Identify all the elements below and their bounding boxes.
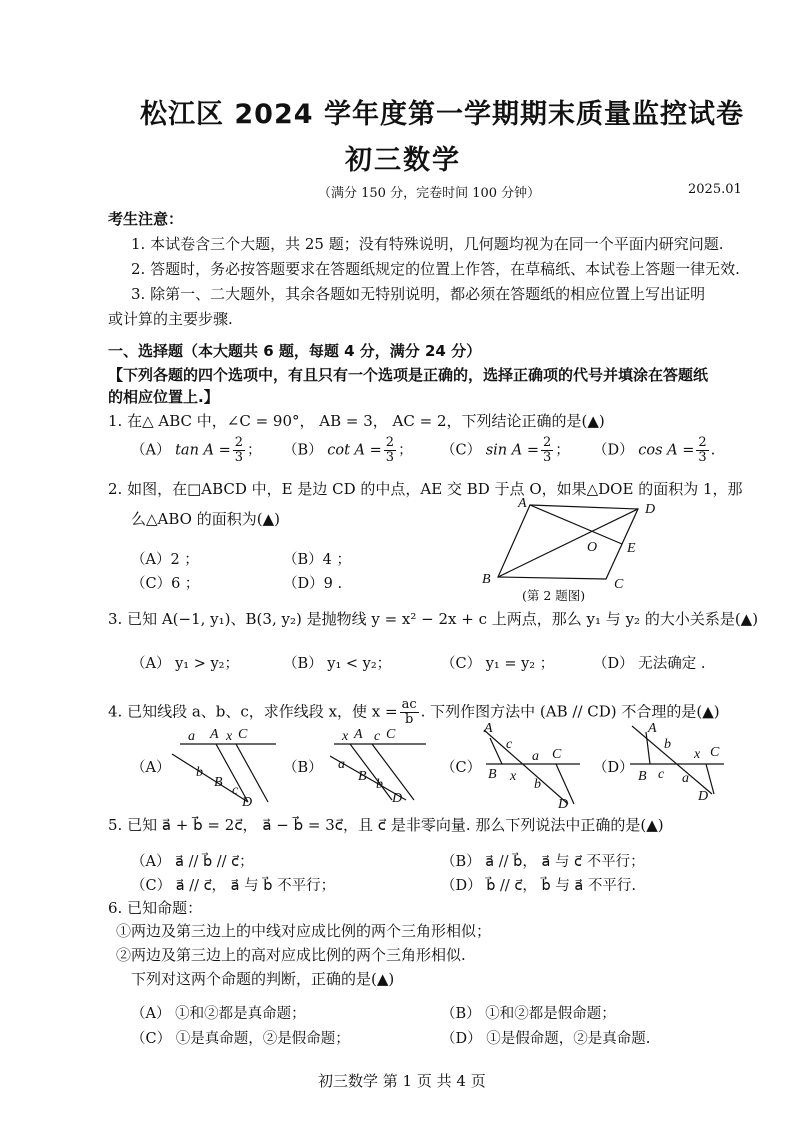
q4-figure-b — [330, 726, 440, 808]
fig-d-label: C — [710, 745, 720, 760]
fig-b-label: x — [342, 729, 349, 744]
exam-meta: （满分 150 分，完卷时间 100 分钟） — [318, 186, 541, 201]
fig-b-label: B — [358, 769, 367, 784]
q4-stem-pre: 4. 已知线段 a、b、c，求作线段 x，使 x = — [108, 702, 398, 721]
q3-option-b[interactable]: （B） y₁ < y₂； — [283, 656, 392, 672]
notice-item-2: 2. 答题时，务必按答题要求在答题纸规定的位置上作答，在草稿纸、本试卷上答题一律无效. — [131, 260, 740, 278]
fig-a-label: A — [210, 727, 219, 742]
q1-stem: 1. 在△ ABC 中，∠C = 90°， AB = 3， AC = 2，下列结论正确的是(▲) — [108, 412, 605, 430]
option-label: （B） — [283, 442, 323, 459]
q4-figure-d — [628, 718, 728, 804]
fig-d-label: a — [682, 771, 689, 786]
fraction: $\frac{2}{3}$ — [698, 435, 707, 465]
fig-d-label: B — [638, 769, 647, 784]
fig-b-label: b — [376, 777, 383, 792]
q4-fraction: $\frac{ac}{b}$ — [401, 697, 417, 727]
option-label: （C） — [441, 442, 482, 459]
fig-d-label: A — [648, 721, 657, 736]
q6-option-c[interactable]: （C） ①是真命题，②是假命题； — [131, 1031, 350, 1047]
q3-option-a[interactable]: （A） y₁ > y₂； — [131, 656, 239, 672]
fig-a-label: c — [232, 783, 239, 798]
fig-a-label: C — [238, 727, 248, 742]
q5-option-a[interactable]: （A） a⃗ // b⃗ // c⃗； — [131, 854, 254, 870]
fig-a-label: b — [196, 765, 203, 780]
diagonal-bd — [498, 509, 638, 577]
q6-proposition-1: ①两边及第三边上的中线对应成比例的两个三角形相似； — [116, 922, 492, 940]
option-expression: cos A = — [638, 442, 695, 459]
fraction: $\frac{2}{3}$ — [542, 435, 552, 465]
q6-option-b[interactable]: （B） ①和②都是假命题； — [441, 1006, 616, 1022]
fig-c-label: C — [552, 747, 562, 762]
q6-stem: 6. 已知命题： — [108, 899, 203, 917]
q4-option-a-label[interactable]: （A） — [131, 760, 171, 776]
fig-b-label: A — [354, 727, 363, 742]
q2-figure-caption: (第 2 题图) — [522, 588, 586, 603]
q3-option-d[interactable]: （D） 无法确定 . — [593, 656, 706, 672]
option-expression: sin A = — [485, 442, 539, 459]
q4-option-c-label[interactable]: （C） — [441, 760, 482, 776]
fig-c-label: A — [484, 721, 493, 736]
fig-d-label: x — [694, 747, 701, 762]
label-b: B — [482, 572, 491, 587]
page-footer: 初三数学 第 1 页 共 4 页 — [318, 1072, 486, 1090]
q4-option-d-label[interactable]: （D） — [593, 760, 634, 776]
label-d: D — [645, 502, 656, 517]
q1-option-b[interactable]: （B） cot A = $\frac{2}{3}$ ； — [283, 435, 413, 465]
section-heading: 一、选择题（本大题共 6 题，每题 4 分，满分 24 分） — [108, 342, 482, 360]
option-label: （D） — [593, 442, 634, 459]
q5-option-d[interactable]: （D） b⃗ // c⃗， b⃗ 与 a⃗ 不平行. — [441, 878, 637, 894]
fig-a-label: a — [188, 729, 195, 744]
section-instruction: 【下列各题的四个选项中，有且只有一个选项是正确的，选择正确项的代号并填涂在答题纸 — [108, 366, 709, 384]
fig-c-label: a — [532, 749, 539, 764]
fraction: $\frac{2}{3}$ — [234, 435, 244, 465]
label-c: C — [614, 577, 624, 592]
q4-figure-a — [170, 726, 280, 808]
option-label: （A） — [131, 442, 171, 459]
fig-d-label: D — [698, 789, 709, 804]
notice-item-3: 3. 除第一、二大题外，其余各题如无特别说明，都必须在答题纸的相应位置上写出证明 — [131, 285, 706, 303]
q3-stem: 3. 已知 A(−1, y₁)、B(3, y₂) 是抛物线 y = x² − 2x + c 上两点，那么 y₁ 与 y₂ 的大小关系是(▲) — [108, 610, 759, 628]
fig-d-label: b — [664, 737, 671, 752]
fig-b-label: D — [392, 791, 403, 806]
q3-option-c[interactable]: （C） y₁ = y₂ ； — [441, 656, 555, 672]
q2-option-d[interactable]: （D）9 . — [283, 576, 343, 592]
q2-option-a[interactable]: （A）2 ； — [131, 552, 199, 568]
notice-heading: 考生注意： — [108, 210, 184, 228]
exam-date: 2025.01 — [688, 182, 742, 197]
q6-option-d[interactable]: （D） ①是假命题，②是真命题. — [441, 1031, 651, 1047]
q6-question: 下列对这两个命题的判断，正确的是(▲) — [131, 970, 395, 988]
option-expression: tan A = — [175, 442, 231, 459]
q1-option-d[interactable]: （D） cos A = $\frac{2}{3}$ . — [593, 435, 716, 465]
notice-item-3-cont: 或计算的主要步骤. — [108, 310, 233, 328]
q2-option-c[interactable]: （C）6 ； — [131, 576, 200, 592]
q4-figure-c — [476, 718, 586, 810]
segment-ae — [530, 505, 622, 544]
fig-a-label: x — [226, 729, 233, 744]
fraction: $\frac{2}{3}$ — [385, 435, 395, 465]
option-expression: cot A = — [327, 442, 382, 459]
notice-item-1: 1. 本试卷含三个大题，共 25 题；没有特殊说明，几何题均视为在同一个平面内研究问题. — [131, 235, 724, 253]
fig-a-label: B — [214, 775, 223, 790]
fig-b-label: C — [386, 727, 396, 742]
q4-stem-post: . 下列作图方法中 (AB // CD) 不合理的是(▲) — [420, 702, 720, 721]
q1-option-a[interactable]: （A） tan A = $\frac{2}{3}$ ； — [131, 435, 262, 465]
q2-option-b[interactable]: （B）4 ； — [283, 552, 351, 568]
q5-option-c[interactable]: （C） a⃗ // c⃗， a⃗ 与 b⃗ 不平行； — [131, 878, 336, 894]
fig-c-label: D — [558, 797, 569, 810]
fig-b-label: a — [338, 757, 345, 772]
fig-c-label: x — [510, 769, 517, 784]
fig-d-label: c — [658, 767, 665, 782]
label-e: E — [627, 541, 636, 556]
fig-c-label: c — [506, 737, 513, 752]
q5-stem: 5. 已知 a⃗ + b⃗ = 2c⃗， a⃗ − b⃗ = 3c⃗，且 c⃗ 是非零向量. 那么下列说法中正确的是(▲) — [108, 816, 664, 834]
fig-c-label: B — [488, 767, 497, 782]
section-instruction-cont: 的相应位置上.】 — [108, 388, 219, 406]
q6-proposition-2: ②两边及第三边上的高对应成比例的两个三角形相似. — [116, 946, 466, 964]
q2-stem: 2. 如图，在□ABCD 中，E 是边 CD 的中点，AE 交 BD 于点 O，如果△DOE 的面积为 1，那 — [108, 480, 743, 498]
fig-a-label: D — [242, 795, 253, 808]
label-o: O — [587, 540, 598, 555]
label-a: A — [518, 496, 527, 511]
fig-c-label: b — [534, 777, 541, 792]
q5-option-b[interactable]: （B） a⃗ // b⃗， a⃗ 与 c⃗ 不平行； — [441, 854, 645, 870]
q4-option-b-label[interactable]: （B） — [283, 760, 323, 776]
q2-stem-cont: 么△ABO 的面积为(▲) — [131, 510, 280, 528]
exam-title: 松江区 2024 学年度第一学期期末质量监控试卷 — [140, 99, 744, 130]
q6-option-a[interactable]: （A） ①和②都是真命题； — [131, 1006, 306, 1022]
fig-b-label: c — [374, 729, 381, 744]
q1-option-c[interactable]: （C） sin A = $\frac{2}{3}$ ； — [441, 435, 570, 465]
exam-subtitle: 初三数学 — [345, 145, 461, 176]
